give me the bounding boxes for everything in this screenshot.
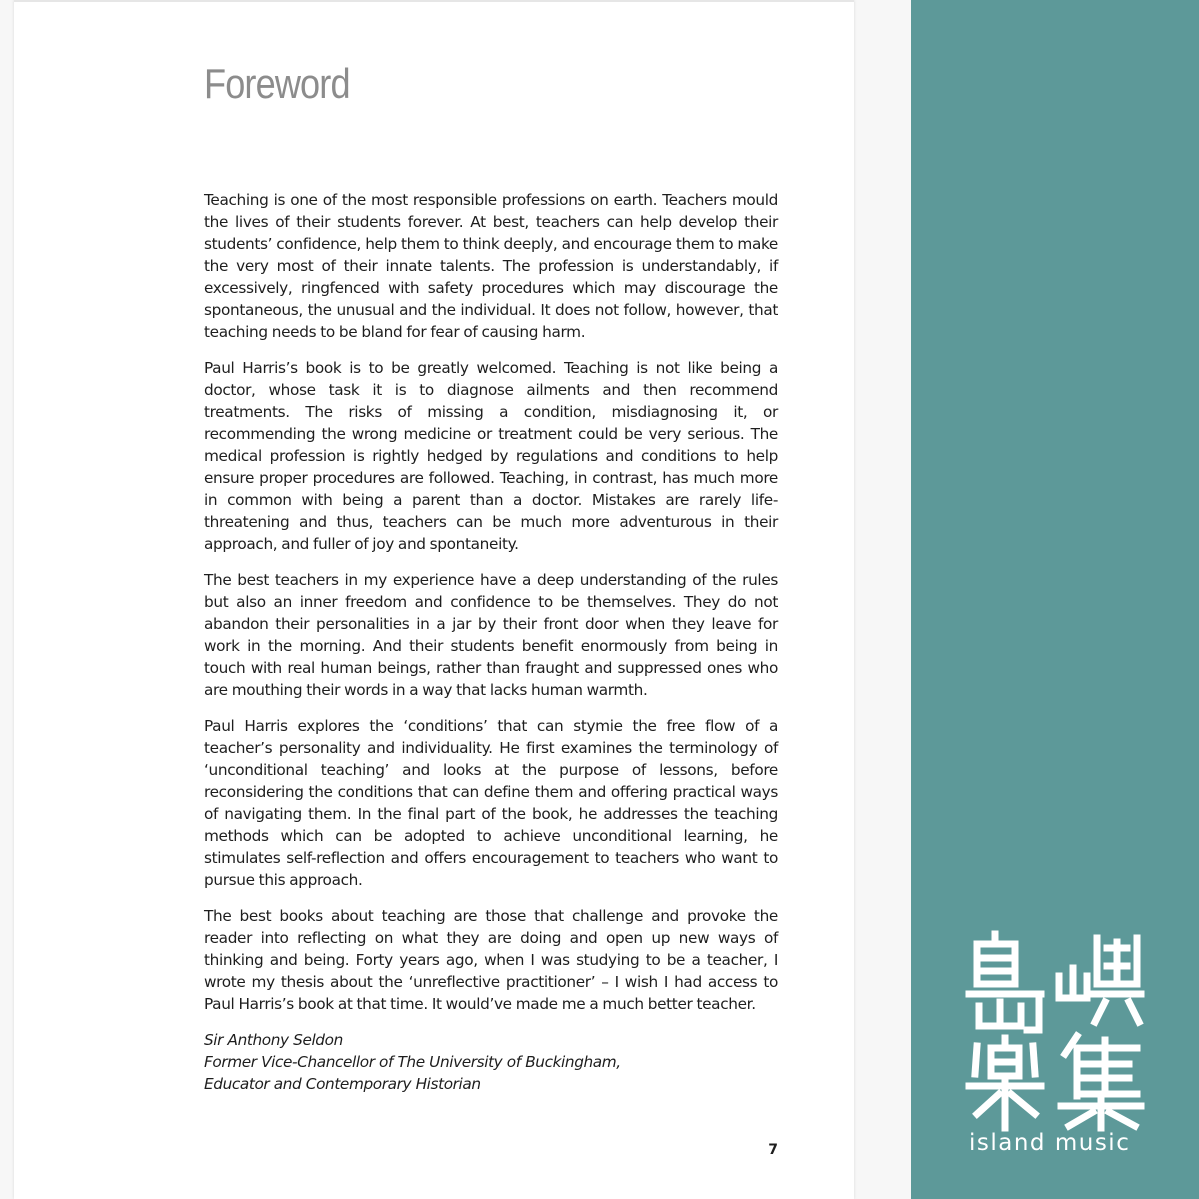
page-number: 7 xyxy=(768,1142,778,1158)
logo-wordmark: island music xyxy=(969,1130,1131,1156)
page-title: Foreword xyxy=(204,60,350,107)
paragraph-5: The best books about teaching are those that challenge and provoke the reader into reflecting on what they are doing and open up new ways of thinking and being. Forty years ago, when I was studying to be a teacher, I wrote my thesis about the ‘unreflective practitioner’ – I wish I had access to Paul Harris’s book at that time. It would’ve made me a much better teacher. xyxy=(204,907,778,1013)
foreword-body xyxy=(204,189,778,1095)
paragraph-1: Teaching is one of the most responsible professions on earth. Teachers mould the lives of their students forever. At best, teachers can help develop their students’ confidence, help them to think deeply, and encourage them to make the very most of their innate talents. The profession is understandably, if excessively, ringfenced with safety procedures which may discourage the spontaneous, the unusual and the individual. It does not follow, however, that teaching needs to be bland for fear of causing harm. xyxy=(204,191,778,341)
signature-role: Former Vice-Chancellor of The University of Buckingham, xyxy=(204,1053,621,1071)
signature-block xyxy=(204,1029,778,1095)
book-page xyxy=(14,0,854,1199)
paragraph-4: Paul Harris explores the ‘conditions’ that can stymie the free flow of a teacher’s personality and individuality. He first examines the terminology of ‘unconditional teaching’ and looks at the purpose of lessons, before reconsidering the conditions that can define them and offering practical ways of navigating them. In the final part of the book, he addresses the teaching methods which can be adopted to achieve unconditional learning, he stimulates self-reflection and offers encouragement to teachers who want to pursue this approach. xyxy=(204,717,778,889)
paragraph-3: The best teachers in my experience have a deep understanding of the rules but also an inner freedom and confidence to be themselves. They do not abandon their personalities in a jar by their front door when they leave for work in the morning. And their students benefit enormously from being in touch with real human beings, rather than fraught and suppressed ones who are mouthing their words in a way that lacks human warmth. xyxy=(204,571,778,699)
signature-name: Sir Anthony Seldon xyxy=(204,1031,343,1049)
paragraph-2: Paul Harris’s book is to be greatly welcomed. Teaching is not like being a doctor, whose task it is to diagnose ailments and then recommend treatments. The risks of missing a condition, misdiagnosing it, or recommending the wrong medicine or treatment could be very serious. The medical profession is rightly hedged by regulations and conditions to help ensure proper procedures are followed. Teaching, in contrast, has much more in common with being a parent than a doctor. Mistakes are rarely life-threatening and thus, teachers can be much more adventurous in their approach, and fuller of joy and spontaneity. xyxy=(204,359,778,553)
signature-description: Educator and Contemporary Historian xyxy=(204,1075,481,1093)
island-music-logo xyxy=(965,928,1145,1158)
